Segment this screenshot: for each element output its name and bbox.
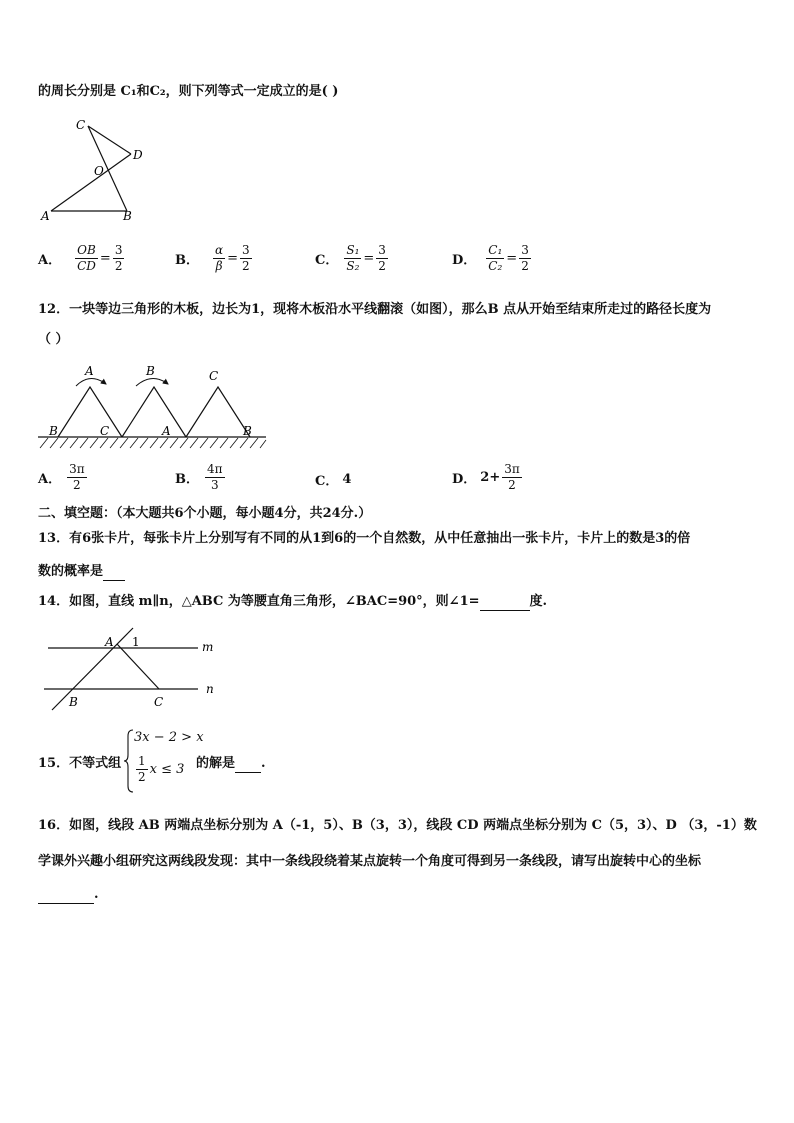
q14-label-a: A bbox=[105, 635, 114, 649]
q11-text: 的周长分别是 C₁和C₂，则下列等式一定成立的是( ) bbox=[38, 84, 339, 99]
q14-figure bbox=[38, 622, 220, 714]
q13-answer-blank[interactable] bbox=[103, 566, 125, 581]
q12-option-d[interactable]: D． 2+ $\frac{3\pi}{2}$ bbox=[452, 462, 520, 492]
section2-heading: 二、填空题：（本大题共6个小题，每小题4分，共24分.） bbox=[38, 506, 372, 521]
q11-label-d: D bbox=[133, 148, 143, 162]
q12-label-c1: C bbox=[100, 424, 110, 438]
q14-label-m: m bbox=[202, 640, 214, 654]
q14-answer-blank[interactable] bbox=[480, 596, 530, 611]
q14-label-n: n bbox=[206, 682, 214, 696]
q11-option-b[interactable]: B． $\frac{\alpha}{\beta}$ = $\frac{3}{2}$ bbox=[175, 243, 250, 273]
q12-text-line2: （ ） bbox=[38, 332, 69, 347]
q14-label-1: 1 bbox=[132, 635, 140, 649]
q16-line2: 学课外兴趣小组研究这两线段发现：其中一条线段绕着某点旋转一个角度可得到另一条线段，请写出旋转中心的坐标 bbox=[38, 854, 702, 869]
q12-label-b1: B bbox=[49, 424, 58, 438]
q13-line2: 数的概率是 bbox=[38, 563, 125, 581]
q12-figure bbox=[36, 360, 268, 452]
q15-brace bbox=[124, 728, 134, 794]
q11-label-o: O bbox=[94, 164, 104, 178]
q12-label-top-c: C bbox=[209, 369, 219, 383]
q13-line1: 13．有6张卡片，每张卡片上分别写有不同的从1到6的一个自然数，从中任意抽出一张卡片，卡片上的数是3的倍 bbox=[38, 531, 691, 546]
q16-line1: 16．如图，线段 AB 两端点坐标分别为 A（-1，5）、B（3，3），线段 CD 两端点坐标分别为 C（5，3）、D （3，-1）数 bbox=[38, 818, 757, 833]
q12-label-b2: B bbox=[243, 424, 252, 438]
q15-suffix: 的解是 . bbox=[196, 756, 266, 771]
q12-text-line1: 12．一块等边三角形的木板，边长为1，现将木板沿水平线翻滚（如图），那么B 点从开始至结束所走过的路径长度为 bbox=[38, 302, 712, 317]
q12-option-c[interactable]: C． 4 bbox=[315, 472, 352, 489]
q11-label-b: B bbox=[123, 209, 132, 223]
q16-line3: . bbox=[38, 886, 99, 904]
q11-option-a[interactable]: A． $\frac{OB}{CD}$ = $\frac{3}{2}$ bbox=[38, 243, 123, 273]
q12-label-top-b: B bbox=[146, 364, 155, 378]
q12-option-b[interactable]: B． $\frac{4\pi}{3}$ bbox=[175, 462, 223, 492]
q12-label-top-a: A bbox=[85, 364, 94, 378]
q15-answer-blank[interactable] bbox=[235, 758, 261, 773]
q11-option-d[interactable]: D． $\frac{\text{C₁}}{\text{C₂}}$ = $\frac{3}{2}$ bbox=[452, 243, 529, 273]
q12-label-a1: A bbox=[162, 424, 171, 438]
q16-answer-blank[interactable] bbox=[38, 889, 94, 904]
q11-label-c: C bbox=[76, 118, 86, 132]
q11-option-c[interactable]: C． $\frac{\text{S₁}}{\text{S₂}}$ = $\frac{3}{2}$ bbox=[315, 243, 386, 273]
q15-ineq2: $\frac{1}{2}$ x ≤ 3 bbox=[138, 754, 185, 784]
q15-system bbox=[124, 728, 204, 794]
q14-label-b: B bbox=[69, 695, 78, 709]
q14-text: 14．如图，直线 m∥n，△ABC 为等腰直角三角形，∠BAC=90°，则∠1= 度. bbox=[38, 594, 548, 609]
q15-ineq1: 3x − 2 > x bbox=[134, 730, 204, 745]
q12-option-a[interactable]: A． $\frac{3\pi}{2}$ bbox=[38, 462, 85, 492]
q11-label-a: A bbox=[41, 209, 50, 223]
q14-label-c: C bbox=[154, 695, 164, 709]
q15-prefix: 15．不等式组 bbox=[38, 756, 122, 771]
q11-figure bbox=[36, 112, 156, 224]
